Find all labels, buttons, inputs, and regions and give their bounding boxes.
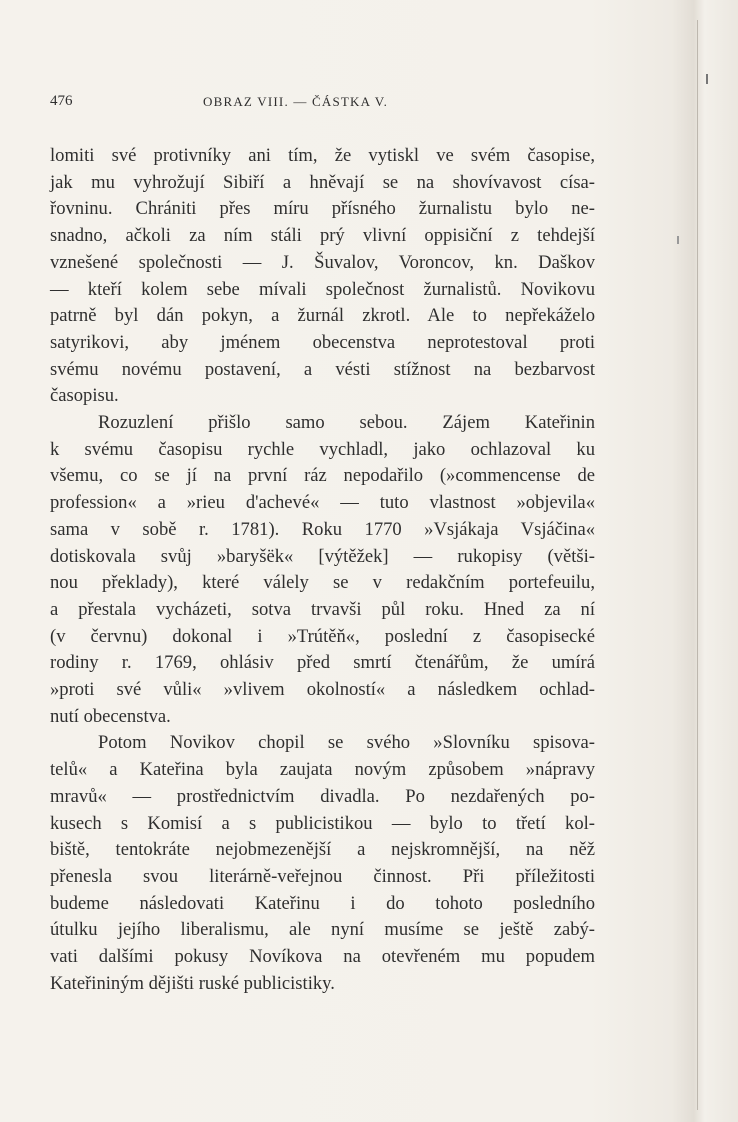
edge-mark [677, 236, 679, 244]
text-line: přenesla svou literárně-veřejnou činnost. Při příležitosti [50, 865, 595, 887]
text-line: časopisu. [50, 385, 119, 407]
text-line: biště, tentokráte nejobmezenější a nejskromnější, na něž [50, 839, 595, 861]
text-line: a přestala vycházeti, sotva trvavši půl roku. Hned za ní [50, 598, 595, 620]
text-line: všemu, co se jí na první ráz nepodařilo (»commencense de [50, 465, 595, 487]
page-number: 476 [50, 93, 73, 109]
text-line: nou překlady), které válely se v redakčním portefeuilu, [50, 572, 595, 594]
text-line: k svému časopisu rychle vychladl, jako ochlazoval ku [50, 438, 595, 460]
text-line: satyrikovi, aby jménem obecenstva neprotestoval proti [50, 331, 595, 353]
text-line: nutí obecenstva. [50, 705, 171, 727]
text-line: budeme následovati Kateřinu i do tohoto posledního [50, 892, 595, 914]
text-line: sama v sobě r. 1781). Roku 1770 »Vsjákaja Vsjáčina« [50, 518, 595, 540]
text-line: jak mu vyhrožují Sibiří a hněvají se na shovívavost císa- [50, 171, 595, 193]
text-line: Rozuzlení přišlo samo sebou. Zájem Kateřinin [98, 412, 595, 434]
text-line: (v červnu) dokonal i »Trútěň«, poslední z časopisecké [50, 625, 595, 647]
page-header [50, 93, 610, 113]
text-line: vati dalšími pokusy Novíkova na otevřeném mu popudem [50, 946, 595, 968]
text-line: rodiny r. 1769, ohlásiv před smrtí čtenářům, že umírá [50, 652, 595, 674]
text-line: útulku jejího liberalismu, ale nyní musíme se ještě zabý- [50, 919, 595, 941]
page-edge-line [697, 20, 698, 1110]
paragraph [50, 410, 595, 730]
text-line: svému novému postavení, a vésti stížnost na bezbarvost [50, 358, 595, 380]
text-line: patrně byl dán pokyn, a žurnál zkrotl. Ale to nepřekáželo [50, 305, 595, 327]
text-line: vznešené společnosti — J. Šuvalov, Voroncov, kn. Daškov [50, 251, 595, 273]
text-line: — kteří kolem sebe mívali společnost žurnalistů. Novikovu [50, 278, 595, 300]
text-line: řovninu. Chrániti přes míru přísného žurnalistu bylo ne- [50, 198, 595, 220]
running-head: OBRAZ VIII. — ČÁSTKA V. [203, 94, 389, 109]
text-line: Kateřininým dějišti ruské publicistiky. [50, 972, 335, 994]
text-line: dotiskovala svůj »baryšëk« [výtěžek] — rukopisy (větši- [50, 545, 595, 567]
text-line: profession« a »rieu d'achevé« — tuto vlastnost »objevila« [50, 492, 595, 514]
text-line: telů« a Kateřina byla zaujata novým způsobem »nápravy [50, 759, 595, 781]
text-line: snadno, ačkoli za ním stáli prý vlivní oppisiční z tehdejší [50, 225, 595, 247]
text-line: kusech s Komisí a s publicistikou — bylo to třetí kol- [50, 812, 595, 834]
paragraph [50, 730, 595, 997]
body-text [50, 143, 595, 998]
paragraph [50, 143, 595, 410]
edge-mark [706, 74, 708, 84]
text-line: Potom Novikov chopil se svého »Slovníku spisova- [98, 732, 595, 754]
text-line: mravů« — prostřednictvím divadla. Po nezdařených po- [50, 785, 595, 807]
text-line: lomiti své protivníky ani tím, že vytiskl ve svém časopise, [50, 145, 595, 166]
text-line: »proti své vůli« »vlivem okolností« a následkem ochlad- [50, 679, 595, 701]
